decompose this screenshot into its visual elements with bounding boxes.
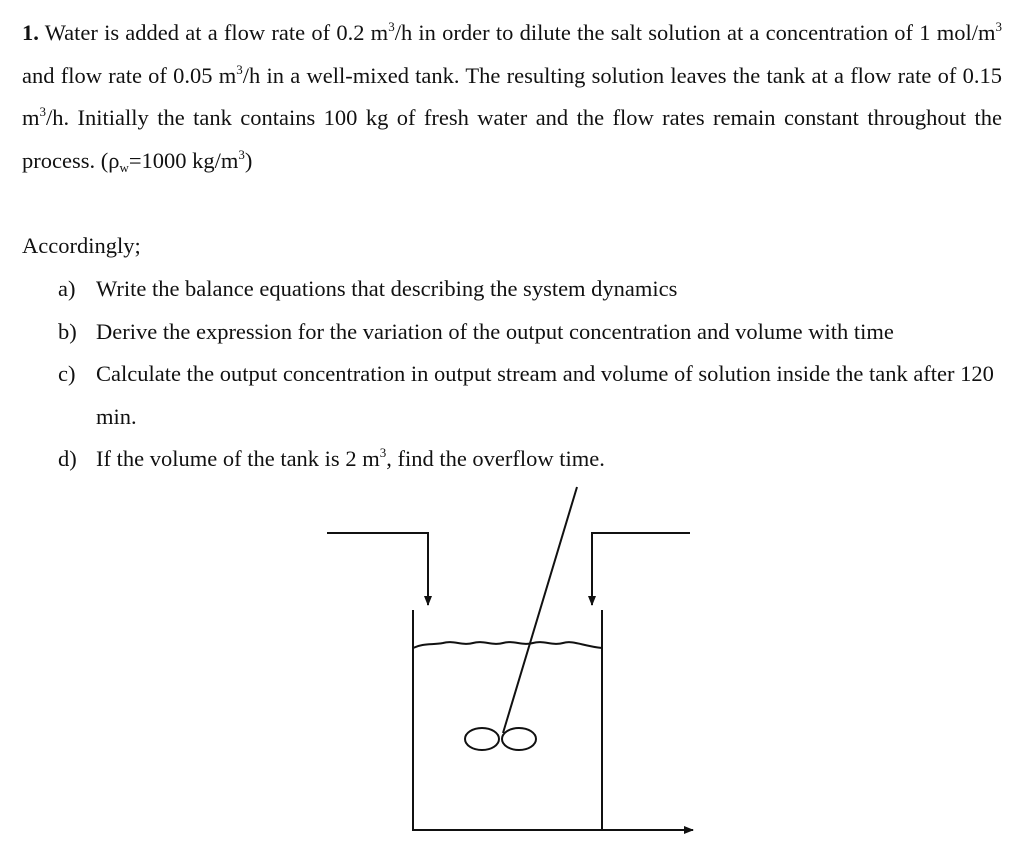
problem-text-5: /h. Initially the tank contains 100 kg of fresh water and the flow rates remain constant throughout the process. (ρ <box>22 105 1002 173</box>
problem-text-2: /h in order to dilute the salt solution at a concentration of 1 mol/m <box>394 20 996 45</box>
question-item <box>58 311 1008 354</box>
superscript: 3 <box>995 19 1003 34</box>
question-label: c) <box>58 361 76 386</box>
superscript: 3 <box>236 61 243 77</box>
question-text-part: If the volume of the tank is 2 m <box>96 446 380 471</box>
question-text: Calculate the output concentration in output stream and volume of solution inside the tank after 120 min. <box>96 361 994 429</box>
stirrer-icon <box>465 487 577 750</box>
question-label: a) <box>58 276 76 301</box>
tank-diagram <box>300 480 720 850</box>
intro-text: Accordingly; <box>22 233 141 258</box>
problem-statement <box>22 12 1002 182</box>
question-text: Derive the expression for the variation of the output concentration and volume with time <box>96 318 894 344</box>
question-item <box>58 353 1008 438</box>
question-item <box>58 438 1008 481</box>
question-text-part: , find the overflow time. <box>386 446 605 471</box>
liquid-surface <box>413 642 602 648</box>
question-label: b) <box>58 318 77 344</box>
superscript: 3 <box>379 445 387 460</box>
subscript: w <box>119 159 129 175</box>
question-item <box>58 268 1008 311</box>
problem-text-7: ) <box>244 147 253 173</box>
question-text <box>96 446 605 471</box>
problem-text-1: Water is added at a flow rate of 0.2 m <box>38 20 389 45</box>
water-inlet-pipe <box>327 533 428 605</box>
question-list <box>58 268 1008 481</box>
superscript: 3 <box>388 19 395 34</box>
problem-text-3: and flow rate of 0.05 m <box>22 62 237 88</box>
problem-text-4: /h in a well-mixed tank. The resulting solution leaves the tank at a flow rate of 0.15 m <box>22 62 1002 130</box>
problem-number: 1. <box>22 20 39 45</box>
superscript: 3 <box>238 146 245 162</box>
question-text: Write the balance equations that describing the system dynamics <box>96 276 678 301</box>
question-label: d) <box>58 446 77 471</box>
salt-solution-inlet-pipe <box>592 533 690 605</box>
superscript: 3 <box>39 104 47 119</box>
problem-text-6: =1000 kg/m <box>128 147 239 173</box>
